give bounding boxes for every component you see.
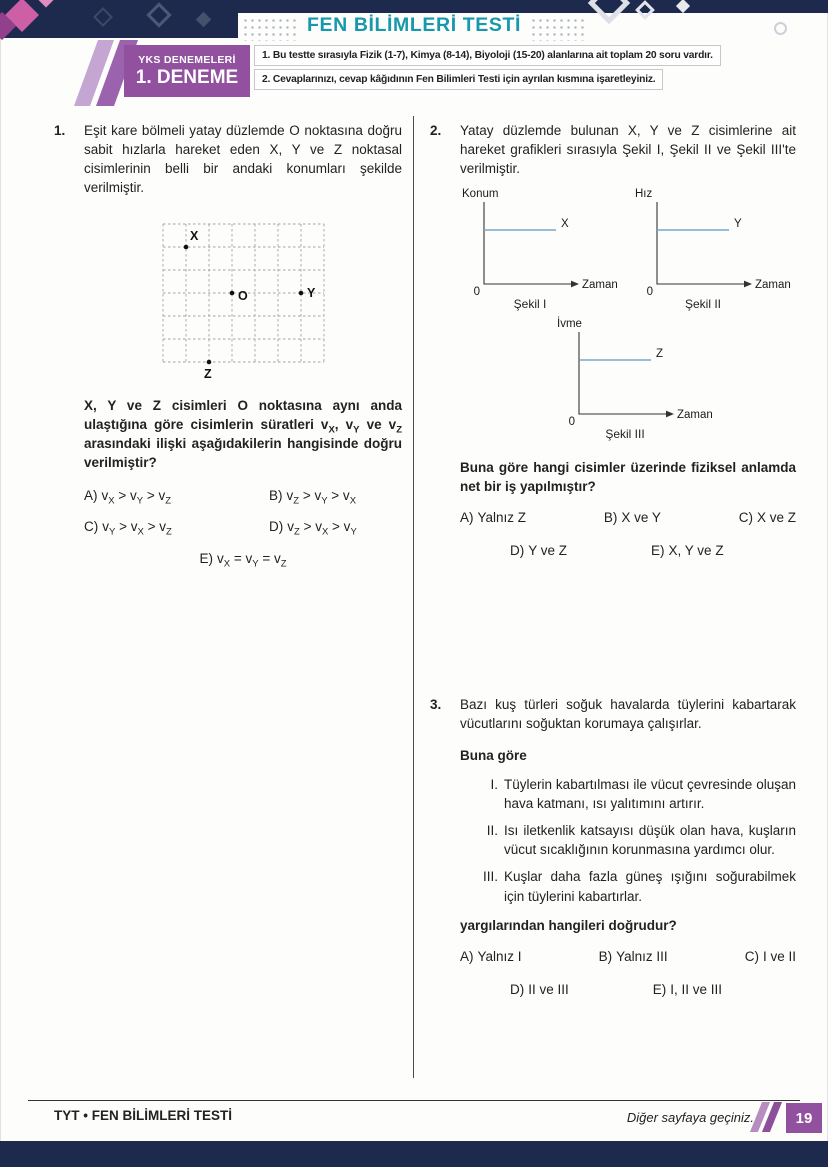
- option-e: E) $v_X = v_Y = v_Z$: [199, 550, 287, 570]
- left-column: [54, 121, 402, 568]
- line-label: Z: [656, 348, 664, 361]
- page-number-badge: 19: [786, 1103, 822, 1133]
- x-axis-arrow-icon: [744, 281, 752, 288]
- point-z: [207, 359, 212, 364]
- question-number: 3.: [430, 697, 442, 713]
- instruction-item: 2. Cevaplarınızı, cevap kâğıdının Fen Bilimleri Testi için ayrılan kısmına işaretleyiniz.: [254, 69, 663, 90]
- x-axis-arrow-icon: [571, 281, 579, 288]
- right-column: [430, 121, 796, 999]
- bottom-bar: [0, 1141, 828, 1167]
- option-d: D) $v_Z > v_X > v_Y$: [269, 519, 357, 539]
- page-title: FEN BİLİMLERİ TESTİ: [307, 14, 521, 36]
- question-2: [430, 121, 796, 560]
- option-e: E) I, II ve III: [652, 981, 723, 997]
- q2-graph-sekil-1: [460, 186, 623, 312]
- option-b: B) Yalnız III: [598, 948, 668, 964]
- question-3: [430, 695, 796, 999]
- series-label: YKS DENEMELERİ: [138, 53, 236, 66]
- axes: [579, 332, 667, 414]
- y-axis-label: Konum: [462, 188, 499, 201]
- question-text: Eşit kare bölmeli yatay düzlemde O noktasına doğru sabit hızlarla hareket eden X, Y ve Z noktasal cisimlerinin belli bir andaki konumları şekilde verilmiştir.: [84, 123, 402, 196]
- footer-divider: [28, 1100, 800, 1101]
- point-o: [230, 290, 235, 295]
- question-lead: Buna göre: [460, 747, 527, 763]
- option-b: B) X ve Y: [603, 509, 661, 525]
- point-z-label: Z: [204, 366, 212, 381]
- graphs-row-1: [460, 186, 796, 312]
- axes: [484, 202, 572, 284]
- exam-badge: [124, 45, 250, 97]
- statement-2: II. Isı iletkenlik katsayısı düşük olan hava, kuşların vücut sıcaklığının korunmasına yardımcı olur.: [486, 823, 796, 858]
- x-axis-label: Zaman: [582, 279, 618, 292]
- options-q2-row-1: [460, 508, 796, 527]
- origin-label: 0: [473, 286, 480, 299]
- origin-label: 0: [568, 416, 575, 429]
- point-y-label: Y: [307, 285, 316, 300]
- option-c: C) X ve Z: [738, 509, 796, 525]
- options-q3-row-2: [510, 980, 796, 999]
- question-number: 1.: [54, 123, 66, 138]
- figure-caption: Şekil III: [605, 427, 645, 442]
- y-axis-label: İvme: [557, 318, 582, 331]
- option-a: A) Yalnız I: [460, 948, 522, 964]
- exam-name-label: 1. DENEME: [135, 66, 239, 88]
- question-stem: X, Y ve Z cisimleri O noktasına aynı anda ulaştığına göre cisimlerin süratleri $v_X$, $v_Y$ ve $v_Z$ arasındaki ilişki aşağıdakilerin hangisinde doğru verilmiştir?: [84, 397, 402, 471]
- question-number: 2.: [430, 123, 442, 138]
- q2-graph-sekil-3: [555, 316, 718, 442]
- instruction-item: 1. Bu testte sırasıyla Fizik (1-7), Kimya (8-14), Biyoloji (15-20) alanlarına ait toplam 20 soru vardır.: [254, 45, 721, 66]
- column-divider: [413, 116, 414, 1078]
- graphs-row-2: [555, 316, 796, 447]
- x-axis-label: Zaman: [755, 279, 791, 292]
- axes: [657, 202, 745, 284]
- statement-3: III. Kuşlar daha fazla güneş ışığını soğurabilmek için tüylerini kabartırlar.: [482, 869, 796, 904]
- question-stem: yargılarından hangileri doğrudur?: [460, 917, 677, 933]
- point-x: [184, 244, 189, 249]
- question-text: Yatay düzlemde bulunan X, Y ve Z cisimlerine ait hareket grafikleri sırasıyla Şekil I, Şekil II ve Şekil III'te verilmiştir.: [460, 123, 796, 177]
- question-1: [54, 121, 402, 568]
- option-d: D) II ve III: [510, 981, 569, 997]
- point-o-label: O: [238, 288, 248, 303]
- question-text: Bazı kuş türleri soğuk havalarda tüylerini kabartarak vücutlarını soğuktan korumaya çalışırlar.: [460, 697, 796, 732]
- footer-next-page-note: Diğer sayfaya geçiniz.: [626, 1110, 754, 1125]
- option-a: A) $v_X > v_Y > v_Z$: [84, 488, 172, 507]
- question-stem: Buna göre hangi cisimler üzerinde fiziksel anlamda net bir iş yapılmıştır?: [460, 459, 796, 494]
- y-axis-label: Hız: [635, 188, 653, 201]
- option-c: C) $v_Y > v_X > v_Z$: [84, 519, 172, 539]
- q1-grid-figure: [143, 210, 343, 386]
- line-label: X: [561, 218, 569, 231]
- option-a: A) Yalnız Z: [460, 509, 527, 525]
- figure-caption: Şekil II: [684, 297, 722, 312]
- option-b: B) $v_Z > v_Y > v_X$: [269, 488, 357, 507]
- option-c: C) I ve II: [744, 948, 796, 964]
- point-y: [299, 290, 304, 295]
- statements-list: [460, 775, 796, 906]
- x-axis-label: Zaman: [677, 409, 713, 422]
- q2-graph-sekil-2: [633, 186, 796, 312]
- origin-label: 0: [646, 286, 653, 299]
- x-axis-arrow-icon: [666, 411, 674, 418]
- line-label: Y: [734, 218, 742, 231]
- statement-1: I. Tüylerin kabartılması ile vücut çevresinde oluşan hava katmanı, ısı yalıtımını artırır.: [490, 776, 796, 811]
- options-q2-row-2: [510, 541, 796, 560]
- option-e: E) X, Y ve Z: [651, 543, 724, 559]
- point-x-label: X: [190, 228, 199, 243]
- option-d: D) Y ve Z: [510, 543, 568, 559]
- options-q1: [84, 486, 402, 539]
- options-q3-row-1: [460, 947, 796, 966]
- footer-test-name: TYT • FEN BİLİMLERİ TESTİ: [54, 1108, 232, 1123]
- figure-caption: Şekil I: [513, 297, 547, 312]
- instructions-block: [254, 45, 721, 90]
